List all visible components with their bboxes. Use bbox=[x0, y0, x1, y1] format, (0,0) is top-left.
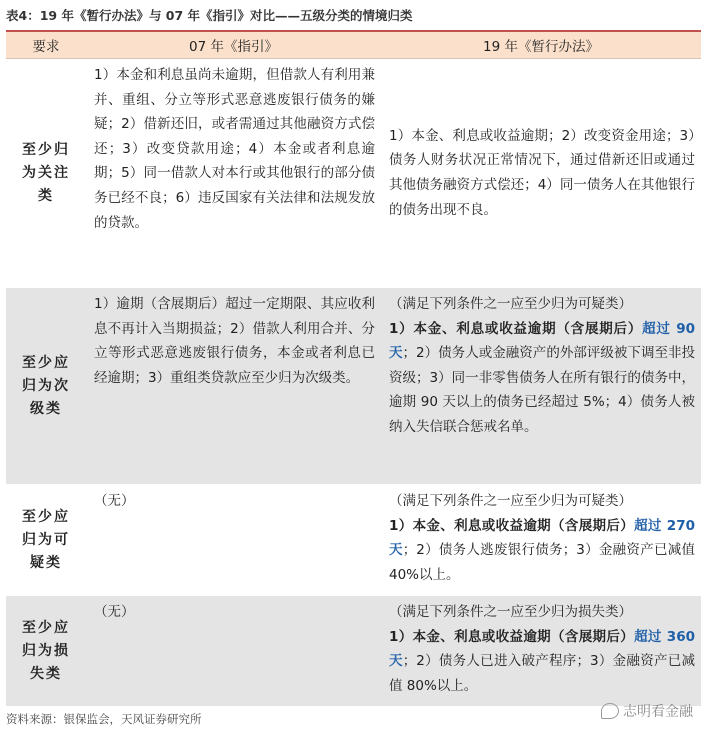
row-label: 至少应归为损失类 bbox=[22, 619, 70, 682]
rule-2019-cell bbox=[381, 288, 701, 484]
source-note: 资料来源：银保监会，天风证券研究所 bbox=[6, 712, 202, 726]
rule-2019-body: 1）本金、利息或收益逾期（含展期后）超过 90 天；2）债务人或金融资产的外部评级被下调至非投资级；3）同一非零售债务人在所有银行的债务中，逾期 90 天以上的债务已经超过 5%；4）债务人被纳入失信联合惩戒名单。 bbox=[389, 320, 696, 435]
header-requirement: 要求 bbox=[32, 39, 60, 55]
guide-2007-cell: 1）逾期（含展期后）超过一定期限、其应收利息不再计入当期损益；2）借款人利用合并、分立等形式恶意逃废银行债务，本金或者利息已经逾期；3）重组类贷款应至少归为次级类。 bbox=[94, 296, 375, 386]
overdue-highlight: 超过 90 天 bbox=[389, 320, 695, 362]
rule-2019-intro: （满足下列条件之一应至少归为可疑类） bbox=[389, 493, 632, 509]
watermark: 志明看金融 bbox=[601, 701, 693, 721]
row-label: 至少应归为可疑类 bbox=[22, 508, 70, 571]
table-title: 表4：19 年《暂行办法》与 07 年《指引》对比——五级分类的情境归类 bbox=[6, 8, 413, 23]
header-guide-2007: 07 年《指引》 bbox=[189, 39, 278, 55]
table-row bbox=[6, 596, 701, 707]
overdue-highlight: 超过 270 天 bbox=[389, 517, 695, 559]
header-rule-2019: 19 年《暂行办法》 bbox=[483, 39, 599, 55]
guide-2007-cell: （无） bbox=[94, 493, 135, 509]
row-label: 至少应归为次级类 bbox=[22, 354, 70, 417]
rule-2019-cell bbox=[381, 596, 701, 706]
rule-2019-cell bbox=[381, 59, 701, 287]
rule-2019-intro: （满足下列条件之一应至少归为损失类） bbox=[389, 604, 632, 620]
table-row bbox=[6, 288, 701, 485]
table-header bbox=[6, 32, 701, 59]
rule-2019-text: 1）本金、利息或收益逾期；2）改变资金用途；3）债务人财务状况正常情况下，通过借新还旧或通过其他债务融资方式偿还；4）同一债务人在其他银行的债务出现不良。 bbox=[389, 127, 695, 218]
rule-2019-cell bbox=[381, 485, 701, 595]
row-label: 至少归为关注类 bbox=[22, 141, 70, 204]
guide-2007-cell: 1）本金和利息虽尚未逾期，但借款人有利用兼并、重组、分立等形式恶意逃废银行债务的嫌疑；2）借新还旧，或者需通过其他融资方式偿还；3）改变贷款用途；4）本金或者利息逾期；5）同一借款人对本行或其他银行的部分债务已经不良；6）违反国家有关法律和法规发放的贷款。 bbox=[94, 67, 375, 231]
rule-2019-body: 1）本金、利息或收益逾期（含展期后）超过 270 天；2）债务人逃废银行债务；3）金融资产已减值 40%以上。 bbox=[389, 517, 695, 583]
rule-2019-intro: （满足下列条件之一应至少归为可疑类） bbox=[389, 296, 632, 312]
table-row bbox=[6, 485, 701, 596]
rule-2019-body: 1）本金、利息或收益逾期（含展期后）超过 360 天；2）债务人已进入破产程序；3）金融资产已减值 80%以上。 bbox=[389, 628, 695, 694]
wechat-icon bbox=[601, 703, 619, 719]
comparison-table bbox=[6, 30, 701, 707]
overdue-highlight: 超过 360 天 bbox=[389, 628, 695, 670]
guide-2007-cell: （无） bbox=[94, 604, 135, 620]
table-row bbox=[6, 59, 701, 288]
